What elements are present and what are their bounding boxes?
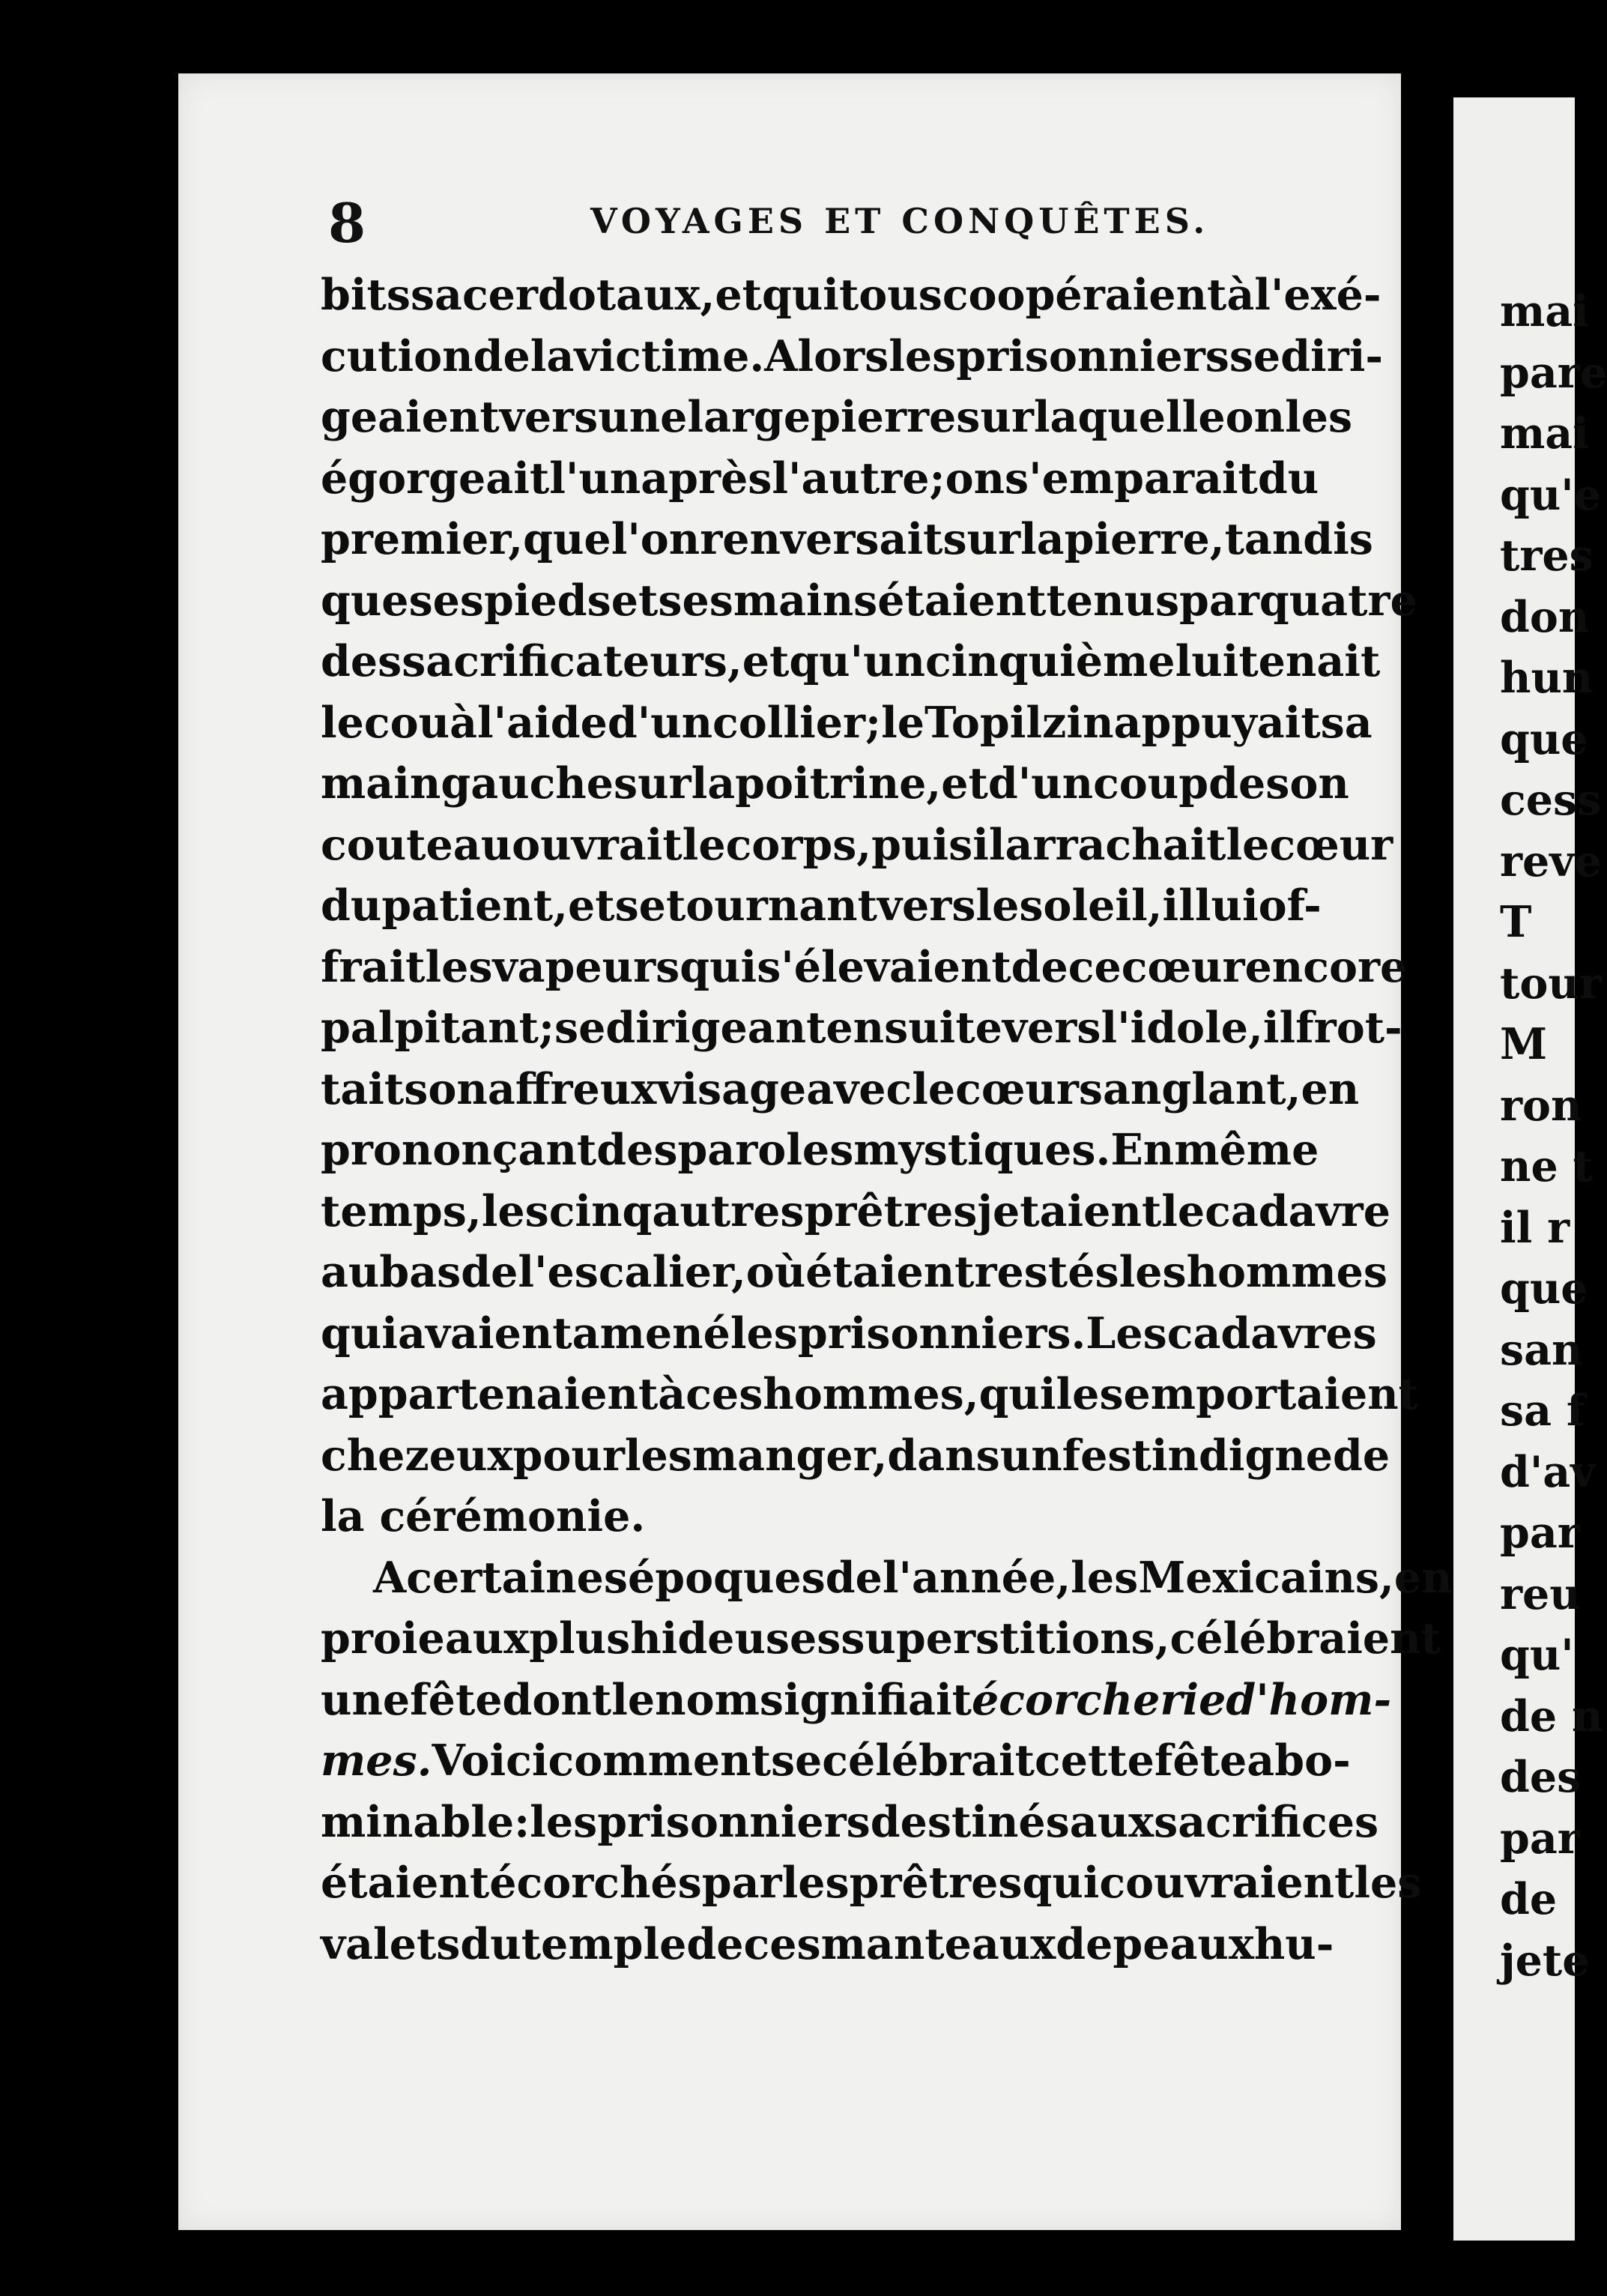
text-line-fragment: ron [1500,1080,1582,1131]
text-line-fragment: sa f [1500,1386,1585,1436]
text-line-fragment: reve [1500,836,1602,886]
text-line: des sacrificateurs, et qu'un cinquième lui tenait [321,636,1381,686]
text-line-fragment: mai [1500,408,1589,459]
text-line: bits sacerdotaux, et qui tous coopéraient à l'exé- [321,270,1381,320]
text-line: prononçant des paroles mystiques. En même [321,1125,1319,1175]
text-line-fragment: T [1500,897,1532,947]
text-line: palpitant; se dirigeant ensuite vers l'idole, il frot- [321,1003,1402,1053]
page-number: 8 [328,191,366,255]
text-line: le cou à l'aide d'un collier; le Topilzin appuyait sa [321,697,1373,748]
text-line-fragment: san [1500,1324,1583,1375]
text-line: qui avaient amené les prisonniers. Les cadavres [321,1308,1377,1359]
text-line: la cérémonie. [321,1491,646,1541]
text-line: temps, les cinq autres prêtres jetaient le cadavre [321,1185,1390,1236]
text-line-fragment: hun [1500,653,1594,703]
text-line: appartenaient à ces hommes, qui les emportaient [321,1369,1418,1419]
left-book-page [178,73,1453,2230]
text-line-fragment: don [1500,591,1590,642]
text-line-fragment: reu [1500,1568,1581,1619]
text-line: frait les vapeurs qui s'élevaient de ce cœur encore [321,941,1408,992]
text-line-fragment: de n [1500,1691,1603,1741]
text-line-fragment: des [1500,1752,1582,1802]
text-line: minable : les prisonniers destinés aux sacrifices [321,1796,1379,1847]
text-line: tait son affreux visage avec le cœur sanglant, en [321,1063,1360,1114]
right-book-page-fragment [1453,97,1607,2241]
text-line-fragment: pare [1500,347,1607,398]
text-line-fragment: qu'e [1500,469,1602,520]
text-line-fragment: jete [1500,1935,1590,1986]
text-line: étaient écorchés par les prêtres qui couvraient les [321,1858,1422,1908]
text-line: main gauche sur la poitrine, et d'un coup de son [321,758,1349,809]
text-line-fragment: mai [1500,286,1589,336]
text-line-fragment: ne t [1500,1141,1593,1191]
text-line: du patient, et se tournant vers le soleil, il lui of- [321,880,1322,931]
text-line: A certaines époques de l'année, les Mexicains, en [373,1552,1453,1603]
text-line-fragment: que [1500,1263,1588,1314]
text-line: que ses pieds et ses mains étaient tenus par quatre [321,575,1417,626]
text-line-fragment: tour [1500,958,1602,1009]
text-line-fragment: que [1500,713,1588,764]
text-line-fragment: tres [1500,531,1594,581]
text-line: cution de la victime. Alors les prisonniers se diri- [321,330,1384,381]
right-page-text [1500,281,1607,1991]
text-line-fragment: cess [1500,775,1602,825]
text-line-fragment: par [1500,1813,1580,1864]
running-head: VOYAGES ET CONQUÊTES. [590,201,1210,241]
text-line-fragment: qu' [1500,1630,1574,1680]
page-header [328,193,1287,253]
text-line: chez eux pour les manger, dans un festin digne de [321,1430,1390,1481]
body-text [321,265,1453,1975]
text-line-fragment: il r [1500,1202,1570,1253]
text-line-fragment: par [1500,1508,1580,1558]
text-line: mes. Voici comment se célébrait cette fête abo- [321,1735,1351,1786]
text-line-fragment: M [1500,1019,1548,1069]
text-line: valets du temple de ces manteaux de peaux hu- [321,1918,1334,1969]
text-line-fragment: de [1500,1874,1558,1924]
text-line: proie aux plus hideuses superstitions, célébraient [321,1613,1441,1664]
text-line: égorgeait l'un après l'autre; on s'emparait du [321,453,1319,504]
text-line: au bas de l'escalier, où étaient restés les hommes [321,1247,1388,1297]
text-line: premier, que l'on renversait sur la pierre, tandis [321,514,1373,564]
text-line: couteau ouvrait le corps, puis il arrachait le cœur [321,819,1393,870]
text-line: une fête dont le nom signifiait écorcherie d'hom- [321,1674,1392,1725]
text-line-fragment: d'av [1500,1446,1596,1497]
text-line: geaient vers une large pierre sur laquelle on les [321,392,1353,442]
